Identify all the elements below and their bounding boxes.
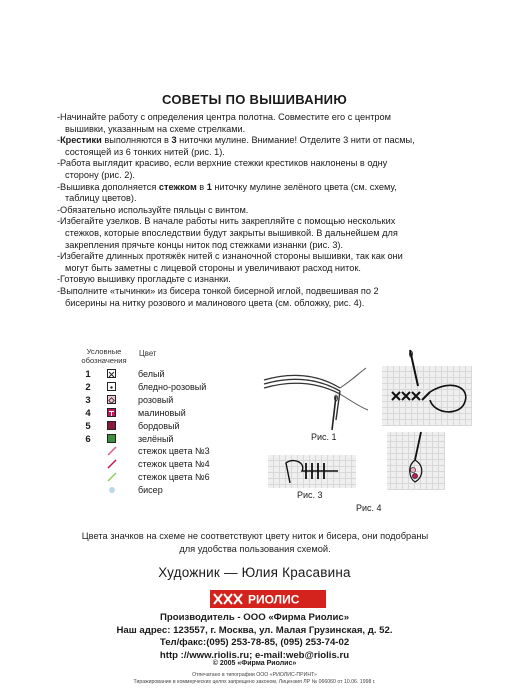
tip-text: выполняются в bbox=[101, 135, 172, 146]
legend-label: стежок цвета №3 bbox=[138, 446, 210, 457]
tip-line: -Избегайте длинных протяжёк нитей с изнаночной стороны вышивки, так как они bbox=[57, 251, 403, 262]
figure-4-beads bbox=[385, 430, 447, 492]
legend-row bbox=[82, 408, 262, 421]
tip-line: -Готовую вышивку прогладьте с изнанки. bbox=[57, 274, 231, 285]
cross-box-icon bbox=[107, 369, 116, 378]
tip-bold: 3 bbox=[171, 135, 177, 146]
tip-text: в bbox=[196, 181, 207, 192]
figure-1-threads bbox=[262, 360, 372, 435]
bead-icon bbox=[107, 485, 116, 494]
tip-line: -Выполните «тычинки» из бисера тонкой бисерной иглой, подвешивая по 2 bbox=[57, 285, 379, 296]
figure-3-label: Рис. 3 bbox=[297, 490, 323, 500]
legend-number: 3 bbox=[85, 394, 91, 406]
tip-text: ниточки мулине. Внимание! Отделите 3 нити от пасмы, bbox=[176, 135, 415, 146]
publisher-web: http ://www.riolis.ru; e-mail:web@riolis.ru bbox=[159, 649, 350, 661]
tip-line: вышивки, указанным на схеме стрелками. bbox=[65, 123, 246, 134]
legend-symbols-heading bbox=[74, 347, 134, 365]
legend-row bbox=[82, 472, 262, 485]
tip-line: -Работа выглядит красиво, если верхние стежки крестиков наклонены в одну bbox=[57, 158, 388, 169]
publisher-info bbox=[0, 612, 509, 662]
license-line: Тиражирование в коммерческих целях запрещено законом. Лицензия ЛР № 066060 от 10.06. 1998 г. bbox=[133, 679, 376, 685]
tip-text: ниточку мулине зелёного цвета (см. схему, bbox=[211, 181, 397, 192]
filled-box-icon bbox=[107, 421, 116, 430]
tip-text: - bbox=[57, 135, 61, 146]
legend-label: стежок цвета №6 bbox=[138, 472, 210, 483]
color-note bbox=[40, 530, 470, 556]
legend-row bbox=[82, 421, 262, 434]
tip-line: таблицу цветов). bbox=[65, 193, 137, 204]
publisher-address: Наш адрес: 123557, г. Москва, ул. Малая Грузинская, д. 52. bbox=[116, 624, 393, 636]
legend-head-line: обозначения bbox=[81, 356, 127, 365]
legend-number: 1 bbox=[85, 369, 91, 380]
legend-row bbox=[82, 434, 262, 447]
stitch-line-icon bbox=[107, 446, 116, 455]
legend-label: белый bbox=[138, 369, 165, 379]
tip-3 bbox=[57, 158, 469, 181]
tip-bold: стежком bbox=[158, 181, 197, 192]
legend-row bbox=[82, 485, 262, 498]
t-box-icon bbox=[107, 408, 116, 417]
legend-row bbox=[82, 459, 262, 472]
tips-list bbox=[57, 112, 469, 309]
riolis-logo bbox=[210, 590, 326, 608]
dot-box-icon bbox=[107, 382, 116, 391]
tip-text: -Вышивка дополняется bbox=[57, 181, 159, 192]
tip-line: -Начинайте работу с определения центра полотна. Совместите его с центром bbox=[57, 112, 391, 122]
tip-line: могут быть заметны с лицевой стороны и увеличивают расход ниток. bbox=[65, 262, 361, 273]
tip-line: закрепления прячьте концы ниток под стежками изнанки (рис. 3). bbox=[65, 239, 344, 250]
stitch-line-icon bbox=[107, 459, 116, 468]
figure-4-label: Рис. 4 bbox=[356, 503, 382, 513]
legend-color-heading: Цвет bbox=[139, 349, 157, 358]
legend-row bbox=[82, 369, 262, 382]
tip-bold: 1 bbox=[206, 181, 212, 192]
legend-number: 6 bbox=[85, 433, 91, 445]
stitch-line-icon bbox=[107, 472, 116, 481]
filled-box-icon bbox=[107, 434, 116, 443]
tip-line: бисерины на нитку розового и малинового цвета (см. обложку, рис. 4). bbox=[65, 297, 365, 308]
note-line: для удобства пользования схемой. bbox=[179, 544, 331, 554]
artist-credit: Художник — Юлия Красавина bbox=[158, 565, 351, 580]
tip-6 bbox=[57, 216, 469, 251]
tip-7 bbox=[57, 251, 469, 274]
tip-2 bbox=[57, 135, 469, 158]
logo-text: РИОЛИС bbox=[248, 592, 300, 607]
figure-2-cross-stitch bbox=[382, 348, 474, 428]
print-info bbox=[0, 672, 509, 686]
legend-row bbox=[82, 395, 262, 408]
legend-label: зелёный bbox=[138, 433, 174, 444]
legend-label: бледно-розовый bbox=[138, 381, 207, 392]
diamond-box-icon bbox=[107, 395, 116, 404]
tip-1 bbox=[57, 112, 469, 135]
copyright: © 2005 «Фирма Риолис» bbox=[212, 660, 297, 667]
legend-label: бисер bbox=[138, 485, 163, 496]
legend-head-line: Условные bbox=[86, 347, 122, 356]
tip-line: -Избегайте узелков. В начале работы нить закрепляйте с помощью нескольких bbox=[57, 216, 396, 227]
legend-label: стежок цвета №4 bbox=[138, 459, 210, 470]
tip-line: -Обязательно используйте пяльцы с винтом. bbox=[57, 204, 249, 215]
tip-line: сторону (рис. 2). bbox=[65, 169, 135, 180]
tip-4 bbox=[57, 182, 469, 205]
figure-3-thread-securing bbox=[268, 455, 358, 490]
tip-8 bbox=[57, 274, 469, 286]
page-title: СОВЕТЫ ПО ВЫШИВАНИЮ bbox=[161, 92, 348, 107]
legend-label: малиновый bbox=[138, 407, 186, 418]
figure-1-label: Рис. 1 bbox=[311, 432, 337, 442]
legend-label: бордовый bbox=[138, 420, 180, 431]
publisher-phone: Тел/факс:(095) 253-78-85, (095) 253-74-02 bbox=[159, 637, 350, 648]
tip-9 bbox=[57, 286, 469, 309]
tip-line: стежков, которые впоследствии будут закрыты вышивкой. В дальнейшем для bbox=[65, 227, 398, 238]
legend-number: 5 bbox=[85, 420, 91, 432]
legend-row bbox=[82, 446, 262, 459]
tip-bold: Крестики bbox=[60, 135, 102, 146]
print-line: Отпечатано в типографии ООО «РИОЛИС-ПРИНТ» bbox=[192, 672, 317, 678]
publisher-line: Производитель - ООО «Фирма Риолис» bbox=[159, 612, 350, 623]
note-line: Цвета значков на схеме не соответствуют цвету ниток и бисера, они подобраны bbox=[81, 531, 429, 541]
legend-row bbox=[82, 382, 262, 395]
legend-number: 2 bbox=[85, 381, 91, 393]
legend-label: розовый bbox=[138, 394, 174, 405]
legend-number: 4 bbox=[85, 407, 91, 419]
tip-5 bbox=[57, 205, 469, 217]
tip-line: состоящей из 6 тонких нитей (рис. 1). bbox=[65, 146, 225, 157]
